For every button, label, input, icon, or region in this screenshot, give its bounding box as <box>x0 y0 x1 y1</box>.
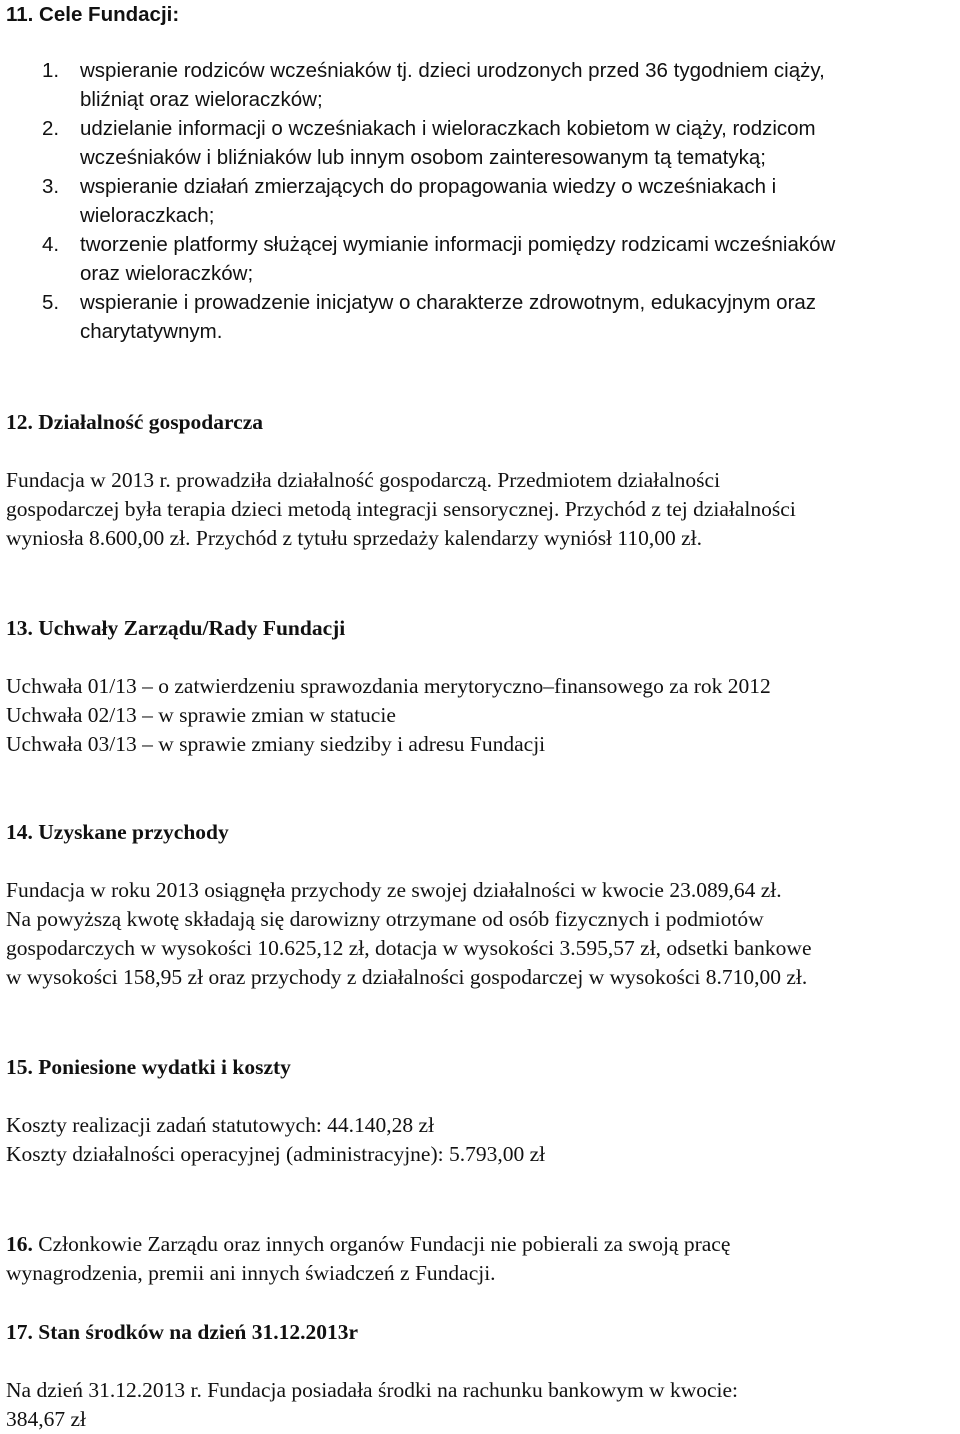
goal-5-line-1: wspieranie i prowadzenie inicjatyw o charakterze zdrowotnym, edukacyjnym oraz <box>80 291 817 314</box>
goal-1-line-1: wspieranie rodziców wcześniaków tj. dzieci urodzonych przed 36 tygodniem ciąży, <box>80 59 825 82</box>
section-14-line-3: gospodarczych w wysokości 10.625,12 zł, dotacja w wysokości 3.595,57 zł, odsetki bankowe <box>6 936 812 960</box>
section-15-heading: 15. Poniesione wydatki i koszty <box>6 1055 291 1079</box>
goal-1-number: 1. <box>42 59 60 82</box>
statutory-costs-line: Koszty realizacji zadań statutowych: 44.140,28 zł <box>6 1113 435 1137</box>
goal-4-line-2: oraz wieloraczków; <box>80 262 254 285</box>
section-11-heading: 11. Cele Fundacji: <box>6 3 180 26</box>
goal-5-line-2: charytatywnym. <box>80 320 223 343</box>
section-16-number: 16. <box>6 1232 33 1256</box>
goal-4-line-1: tworzenie platformy służącej wymianie informacji pomiędzy rodzicami wcześniaków <box>80 233 836 256</box>
goal-5-number: 5. <box>42 291 60 314</box>
section-12-heading: 12. Działalność gospodarcza <box>6 410 264 434</box>
resolution-01-13: Uchwała 01/13 – o zatwierdzeniu sprawozdania merytoryczno–finansowego za rok 2012 <box>6 674 771 698</box>
goal-4-number: 4. <box>42 233 60 256</box>
goal-1-line-2: bliźniąt oraz wieloraczków; <box>80 88 323 111</box>
goal-3-number: 3. <box>42 175 60 198</box>
section-17-heading: 17. Stan środków na dzień 31.12.2013r <box>6 1320 359 1344</box>
goal-2-number: 2. <box>42 117 60 140</box>
goal-3-line-1: wspieranie działań zmierzających do propagowania wiedzy o wcześniakach i <box>80 175 777 198</box>
section-16-text-1: Członkowie Zarządu oraz innych organów Fundacji nie pobierali za swoją pracę <box>38 1232 731 1256</box>
resolution-02-13: Uchwała 02/13 – w sprawie zmian w statucie <box>6 703 396 727</box>
section-16-line-2: wynagrodzenia, premii ani innych świadczeń z Fundacji. <box>6 1261 496 1285</box>
section-14-line-2: Na powyższą kwotę składają się darowizny otrzymane od osób fizycznych i podmiotów <box>6 907 764 931</box>
goal-2-line-2: wcześniaków i bliźniaków lub innym osobom zainteresowanym tą tematyką; <box>80 146 766 169</box>
section-17-line-1: Na dzień 31.12.2013 r. Fundacja posiadała środki na rachunku bankowym w kwocie: <box>6 1378 739 1402</box>
goal-2-line-1: udzielanie informacji o wcześniakach i wieloraczkach kobietom w ciąży, rodzicom <box>80 117 816 140</box>
section-16-line-1 <box>6 1230 730 1259</box>
resolution-03-13: Uchwała 03/13 – w sprawie zmiany siedziby i adresu Fundacji <box>6 732 546 756</box>
section-12-line-1: Fundacja w 2013 r. prowadziła działalność gospodarczą. Przedmiotem działalności <box>6 468 721 492</box>
operational-costs-line: Koszty działalności operacyjnej (administracyjne): 5.793,00 zł <box>6 1142 546 1166</box>
section-14-heading: 14. Uzyskane przychody <box>6 820 229 844</box>
section-13-heading: 13. Uchwały Zarządu/Rady Fundacji <box>6 616 346 640</box>
section-12-line-2: gospodarczej była terapia dzieci metodą integracji sensorycznej. Przychód z tej działalności <box>6 497 796 521</box>
section-14-line-4: w wysokości 158,95 zł oraz przychody z działalności gospodarczej w wysokości 8.710,00 zł. <box>6 965 808 989</box>
section-17-line-2: 384,67 zł <box>6 1407 87 1431</box>
section-14-line-1: Fundacja w roku 2013 osiągnęła przychody ze swojej działalności w kwocie 23.089,64 zł. <box>6 878 782 902</box>
goal-3-line-2: wieloraczkach; <box>80 204 215 227</box>
section-12-line-3: wyniosła 8.600,00 zł. Przychód z tytułu sprzedaży kalendarzy wyniósł 110,00 zł. <box>6 526 702 550</box>
